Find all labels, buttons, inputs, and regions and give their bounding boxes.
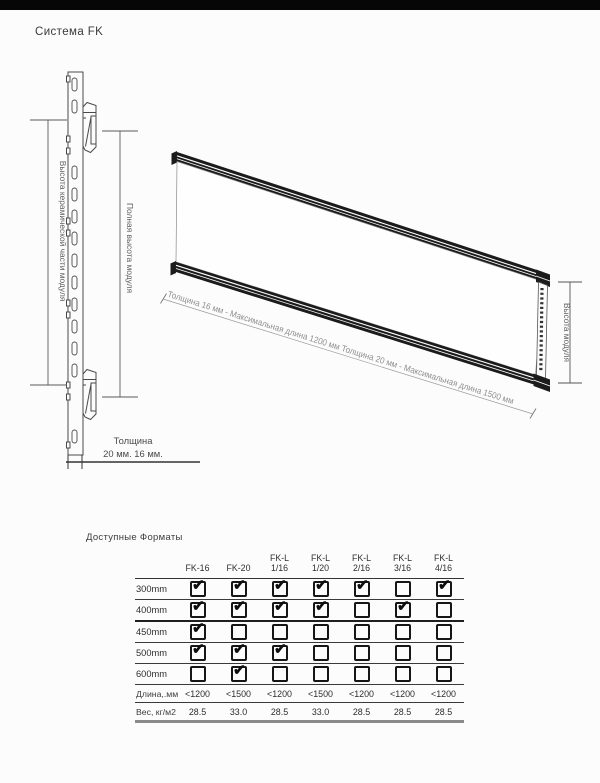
weight-value: 33.0 — [229, 706, 248, 717]
format-checkbox — [395, 581, 411, 597]
module-height-label: Высота модуля — [562, 302, 572, 363]
size-label: 450mm — [136, 627, 168, 637]
size-row-300 — [135, 579, 464, 600]
format-checkbox — [395, 645, 411, 661]
weight-value: 33.0 — [311, 706, 330, 717]
format-checkbox — [190, 645, 206, 661]
format-checkbox — [313, 602, 329, 618]
header-cell: FK-L 1/16 — [269, 553, 290, 573]
formats-header-row — [135, 552, 464, 579]
thickness-values: 20 мм. 16 мм. — [103, 448, 163, 459]
header-cell: FK-L 4/16 — [433, 553, 454, 573]
format-checkbox — [190, 602, 206, 618]
format-checkbox — [190, 666, 206, 682]
format-checkbox — [354, 581, 370, 597]
length-value: <1500 — [226, 688, 251, 699]
page-title: Система FK — [35, 26, 104, 38]
size-row-600 — [135, 664, 464, 685]
format-checkbox — [436, 645, 452, 661]
formats-heading: Доступные Форматы — [86, 532, 183, 543]
size-label: 500mm — [136, 648, 168, 658]
ceramic-height-label: Высота керамической части модуля — [58, 160, 68, 302]
thickness-label: Толщина — [113, 435, 153, 446]
header-cell: FK-20 — [226, 562, 251, 573]
scan-top-bar — [0, 0, 600, 10]
format-checkbox — [354, 624, 370, 640]
format-checkbox — [436, 666, 452, 682]
format-checkbox — [231, 581, 247, 597]
length-label: Длина,.мм — [136, 688, 179, 699]
format-checkbox — [436, 581, 452, 597]
header-cell-empty — [135, 573, 177, 578]
format-checkbox — [231, 602, 247, 618]
size-label: 300mm — [136, 584, 168, 594]
format-checkbox — [272, 581, 288, 597]
size-label: 400mm — [136, 605, 168, 615]
format-checkbox — [354, 602, 370, 618]
format-checkbox — [231, 666, 247, 682]
header-cell: FK-16 — [185, 562, 210, 573]
format-checkbox — [354, 645, 370, 661]
size-label: 600mm — [136, 669, 168, 679]
length-value: <1200 — [431, 688, 456, 699]
mounting-clip-bottom — [83, 370, 96, 420]
length-value: <1200 — [390, 688, 415, 699]
weight-value: 28.5 — [352, 706, 371, 717]
format-checkbox — [395, 624, 411, 640]
format-checkbox — [231, 624, 247, 640]
weight-value: 28.5 — [393, 706, 412, 717]
format-checkbox — [272, 602, 288, 618]
mounting-clip-top — [83, 103, 96, 153]
length-value: <1200 — [349, 688, 374, 699]
full-height-label: Полная высота модуля — [125, 202, 135, 294]
panel-face — [176, 162, 543, 376]
format-checkbox — [436, 602, 452, 618]
format-checkbox — [313, 645, 329, 661]
format-checkbox — [313, 581, 329, 597]
header-cell: FK-L 3/16 — [392, 553, 413, 573]
length-value: <1200 — [267, 688, 292, 699]
format-checkbox — [395, 602, 411, 618]
format-checkbox — [190, 624, 206, 640]
weight-row — [135, 703, 464, 723]
weight-value: 28.5 — [434, 706, 453, 717]
size-row-400 — [135, 600, 464, 622]
panel-perspective-drawing — [150, 130, 600, 430]
length-row — [135, 685, 464, 703]
size-row-500 — [135, 643, 464, 664]
format-checkbox — [231, 645, 247, 661]
weight-value: 28.5 — [188, 706, 207, 717]
weight-label: Вес, кг/м2 — [136, 706, 176, 717]
size-row-450 — [135, 622, 464, 643]
format-checkbox — [395, 666, 411, 682]
format-checkbox — [190, 581, 206, 597]
header-cell: FK-L 2/16 — [351, 553, 372, 573]
length-note: Толщина 16 мм - Максимальная длина 1200 мм Толщина 20 мм - Максимальная длина 1500 мм — [166, 288, 546, 416]
format-checkbox — [354, 666, 370, 682]
format-checkbox — [436, 624, 452, 640]
format-checkbox — [272, 645, 288, 661]
format-checkbox — [272, 666, 288, 682]
formats-table — [135, 552, 464, 723]
format-checkbox — [313, 666, 329, 682]
length-value: <1200 — [185, 688, 210, 699]
length-value: <1500 — [308, 688, 333, 699]
header-cell: FK-L 1/20 — [310, 553, 331, 573]
format-checkbox — [272, 624, 288, 640]
weight-value: 28.5 — [270, 706, 289, 717]
format-checkbox — [313, 624, 329, 640]
